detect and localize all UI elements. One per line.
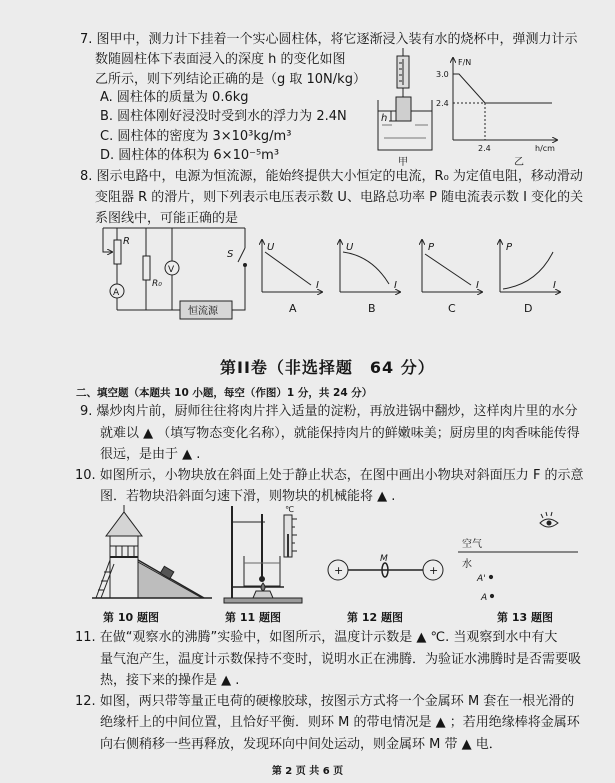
caption-fig-13: 第 13 题图 xyxy=(497,611,553,624)
y-axis-label: F/N xyxy=(458,58,472,67)
rheostat-slider-wire xyxy=(103,228,112,252)
q7-option-a: A. 圆柱体的质量为 0.6kg xyxy=(100,90,249,105)
object-point-dot xyxy=(490,594,493,597)
graph-curve xyxy=(503,252,553,289)
caption-fig-12: 第 12 题图 xyxy=(347,611,403,624)
q10-line-1: 10. 如图所示，小物块放在斜面上处于静止状态，在图中画出小物块对斜面压力 F 的示意 xyxy=(75,468,584,483)
tower-roof xyxy=(106,512,142,536)
q11-figure-boiling xyxy=(224,505,302,603)
rheostat xyxy=(114,240,121,264)
graph-line xyxy=(265,252,311,285)
water-label: 水 xyxy=(462,559,472,570)
voltmeter-label: V xyxy=(168,265,175,275)
q8-circuit xyxy=(103,228,247,319)
air-label: 空气 xyxy=(462,539,482,550)
y-tick-mid: 2.4 xyxy=(436,99,449,108)
fixed-resistor xyxy=(143,256,150,280)
q7-option-b: B. 圆柱体刚好浸没时受到水的浮力为 2.4N xyxy=(100,109,347,124)
graph-option-label: B xyxy=(368,302,376,315)
q7-figure-jia xyxy=(378,48,432,168)
thermometer-unit: ℃ xyxy=(285,505,294,514)
caption-fig-11: 第 11 题图 xyxy=(225,611,281,624)
force-depth-line xyxy=(453,74,552,103)
q8-line-3: 系图线中，可能正确的是 xyxy=(95,211,239,226)
graph-option-b xyxy=(340,240,400,315)
x-axis-label: I xyxy=(476,280,479,291)
y-axis-label: U xyxy=(346,242,354,253)
ring-label: M xyxy=(380,554,388,564)
alcohol-lamp xyxy=(253,591,273,598)
q12-line-2: 绝缘杆上的中间位置，且恰好平衡．则环 M 的带电情况是 ▲ ；若用绝缘棒将金属环 xyxy=(100,715,580,730)
left-charge-sign: + xyxy=(334,564,344,577)
q13-figure-refraction xyxy=(458,512,578,603)
q9-line-2: 就难以 ▲ （填写物态变化名称），就能保持肉片的鲜嫩味美；厨房里的肉香味能传得 xyxy=(100,426,580,441)
q11-line-2: 量气泡产生，温度计示数保持不变时，说明水正在沸腾．为验证水沸腾时是否需要吸 xyxy=(100,652,582,667)
graph-option-label: C xyxy=(448,302,456,315)
y-axis-label: P xyxy=(506,242,513,253)
stand-base xyxy=(224,598,302,603)
q12-line-3: 向右侧稍移一些再释放，发现环向中间处运动，则金属环 M 带 ▲ 电． xyxy=(100,737,502,752)
image-point-label: A' xyxy=(477,574,486,584)
q10-line-2: 图．若物块沿斜面匀速下滑，则物块的机械能将 ▲ . xyxy=(100,489,396,504)
y-axis-label: U xyxy=(267,242,275,253)
caption-fig-10: 第 10 题图 xyxy=(103,611,159,624)
page-footer: 第 2 页 共 6 页 xyxy=(271,766,344,777)
q7-line-2: 数随圆柱体下表面浸入的深度 h 的变化如图 xyxy=(95,52,346,67)
eye-pupil xyxy=(547,521,551,525)
section-subtitle: 二、填空题（本题共 10 小题，每空（作图）1 分，共 24 分） xyxy=(76,387,373,399)
graph-option-label: D xyxy=(524,302,533,315)
q9-line-3: 很远，是由于 ▲ . xyxy=(100,447,201,462)
q8-line-1: 8. 图示电路中，电源为恒流源，能始终提供大小恒定的电流，R₀ 为定值电阻，移动滑动 xyxy=(80,169,583,184)
x-axis-label: h/cm xyxy=(535,144,555,153)
q12-figure-charges xyxy=(328,554,443,580)
thermometer-bulb xyxy=(260,577,265,582)
graph-option-a xyxy=(262,240,322,315)
y-axis-label: P xyxy=(428,242,435,253)
switch-label: S xyxy=(227,249,234,260)
depth-label: h xyxy=(381,113,388,124)
eyelash xyxy=(541,514,543,518)
wire xyxy=(232,265,245,310)
graph-line xyxy=(425,254,471,285)
q10-figure-slide xyxy=(92,505,212,598)
fig-jia-caption: 甲 xyxy=(398,157,408,168)
flame xyxy=(261,583,265,591)
source-label: 恒流源 xyxy=(188,306,218,317)
q7-figure-yi xyxy=(436,58,557,168)
q7-option-c: C. 圆柱体的密度为 3×10³kg/m³ xyxy=(100,129,292,144)
graph-option-c xyxy=(422,240,482,315)
q7-line-1: 7. 图甲中，测力计下挂着一个实心圆柱体，将它逐渐浸入装有水的烧杯中，弹测力计示 xyxy=(80,32,578,47)
x-axis-label: I xyxy=(553,280,556,291)
x-axis-label: I xyxy=(316,280,319,291)
x-axis-label: I xyxy=(394,280,397,291)
cylinder xyxy=(396,97,411,121)
fig-yi-caption: 乙 xyxy=(514,157,524,168)
q7-line-3: 乙所示，则下列结论正确的是（g 取 10N/kg） xyxy=(95,72,366,87)
incline-support xyxy=(138,562,202,598)
q11-line-3: 热，接下来的操作是 ▲ . xyxy=(100,673,240,688)
x-tick: 2.4 xyxy=(478,144,491,153)
rheostat-label: R xyxy=(123,236,130,247)
q11-line-1: 11. 在做“观察水的沸腾”实验中，如图所示，温度计示数是 ▲ ℃. 当观察到水中有大 xyxy=(75,630,558,645)
q8-line-2: 变阻器 R 的滑片，则下列表示电压表示数 U、电路总功率 P 随电流表示数 I 变化的关 xyxy=(95,190,584,205)
eyelash xyxy=(551,512,552,516)
graph-curve xyxy=(343,252,389,284)
q12-line-1: 12. 如图，两只带等量正电荷的硬橡胶球，按图示方式将一个金属环 M 套在一根光滑的 xyxy=(75,694,575,709)
switch-blade xyxy=(238,248,245,262)
object-point-label: A xyxy=(481,593,488,603)
right-charge-sign: + xyxy=(429,564,439,577)
y-tick-top: 3.0 xyxy=(436,70,449,79)
graph-option-d xyxy=(500,240,560,315)
section-title: 第II卷（非选择题 64 分） xyxy=(220,358,435,377)
fixed-resistor-label: R₀ xyxy=(152,279,162,289)
image-point-dot xyxy=(489,575,492,578)
q7-option-d: D. 圆柱体的体积为 6×10⁻⁵m³ xyxy=(100,148,280,163)
q9-line-1: 9. 爆炒肉片前，厨师往往将肉片拌入适量的淀粉，再放进锅中翻炒，这样肉片里的水分 xyxy=(80,404,578,419)
ammeter-label: A xyxy=(113,288,120,298)
eyelash xyxy=(546,512,547,516)
graph-option-label: A xyxy=(289,302,297,315)
